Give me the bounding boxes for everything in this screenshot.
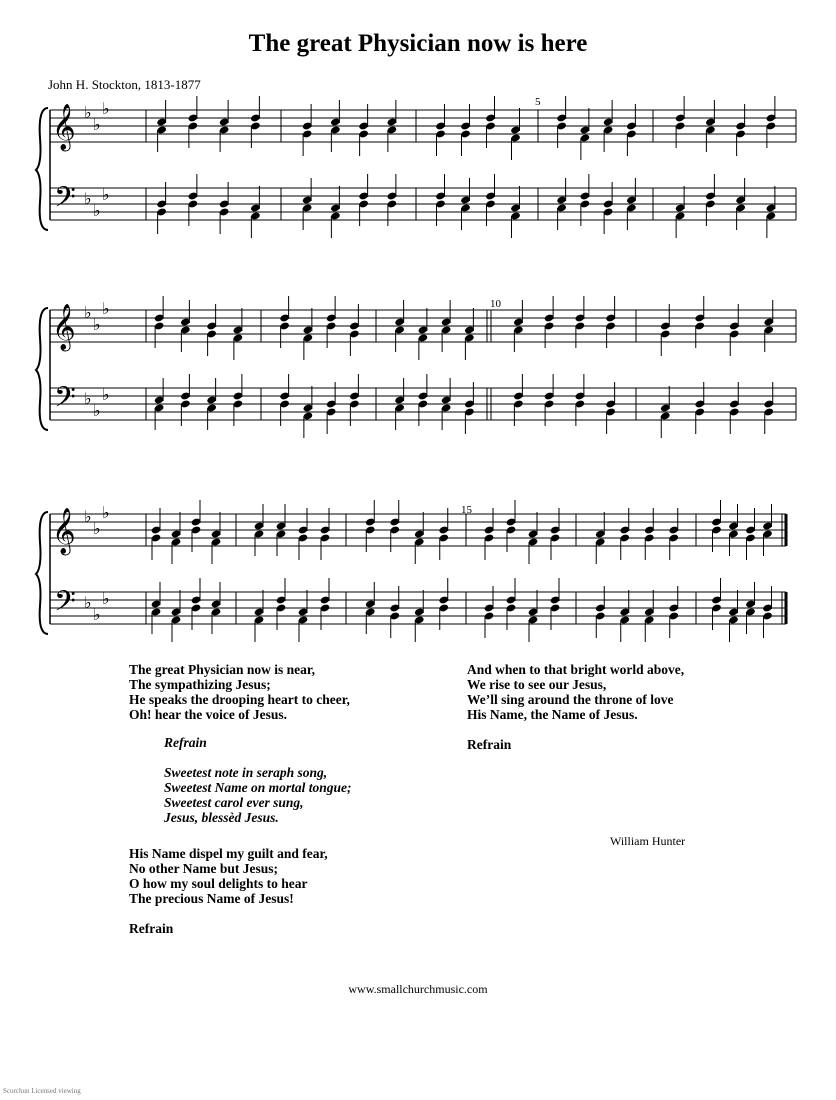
flat-sign: ♭ bbox=[84, 189, 92, 208]
flat-sign: ♭ bbox=[84, 507, 92, 526]
verse-line: His Name dispel my guilt and fear, bbox=[129, 846, 328, 861]
verse-line: We rise to see our Jesus, bbox=[467, 677, 607, 692]
flat-sign: ♭ bbox=[93, 115, 101, 134]
flat-sign: ♭ bbox=[84, 593, 92, 612]
flat-sign: ♭ bbox=[93, 315, 101, 334]
refrain-line: Sweetest note in seraph song, bbox=[164, 765, 328, 780]
refrain-block bbox=[164, 735, 352, 825]
refrain-line: Jesus, blessèd Jesus. bbox=[164, 810, 279, 825]
bass-clef-icon: 𝄢 bbox=[54, 381, 76, 421]
composer-credit: John H. Stockton, 1813-1877 bbox=[48, 77, 201, 92]
music-system-1 bbox=[36, 98, 796, 238]
music-system-3 bbox=[36, 502, 796, 642]
watermark: Scorchun Licensed viewing bbox=[3, 1087, 81, 1095]
flat-sign: ♭ bbox=[102, 99, 110, 118]
verse-line: We’ll sing around the throne of love bbox=[467, 692, 674, 707]
score-system-2-graphic bbox=[36, 298, 796, 438]
bass-clef-icon: 𝄢 bbox=[54, 585, 76, 625]
flat-sign: ♭ bbox=[84, 389, 92, 408]
refrain-line: Sweetest carol ever sung, bbox=[164, 795, 304, 810]
measure-number-10: 10 bbox=[490, 298, 501, 310]
verse-line: The great Physician now is near, bbox=[129, 662, 316, 677]
verse-line: No other Name but Jesus; bbox=[129, 861, 278, 876]
flat-sign: ♭ bbox=[84, 103, 92, 122]
flat-sign: ♭ bbox=[93, 201, 101, 220]
refrain-reference: Refrain bbox=[467, 737, 512, 752]
verse-1 bbox=[129, 662, 350, 722]
flat-sign: ♭ bbox=[102, 185, 110, 204]
footer-url: www.smallchurchmusic.com bbox=[348, 982, 488, 996]
page-title: The great Physician now is here bbox=[248, 30, 588, 57]
flat-sign: ♭ bbox=[102, 503, 110, 522]
flat-sign: ♭ bbox=[102, 589, 110, 608]
refrain-line: Sweetest Name on mortal tongue; bbox=[164, 780, 352, 795]
score-system-1-graphic bbox=[36, 98, 796, 238]
verse-line: O how my soul delights to hear bbox=[129, 876, 308, 891]
measure-number-15: 15 bbox=[461, 504, 472, 516]
treble-clef-icon: 𝄞 bbox=[52, 304, 76, 350]
refrain-reference: Refrain bbox=[129, 921, 174, 936]
verse-line: And when to that bright world above, bbox=[467, 662, 685, 677]
refrain-heading: Refrain bbox=[164, 735, 207, 750]
score-system-3-graphic bbox=[36, 502, 796, 642]
measure-number-5: 5 bbox=[535, 96, 541, 108]
music-system-2 bbox=[36, 298, 796, 438]
flat-sign: ♭ bbox=[102, 299, 110, 318]
verse-3 bbox=[467, 662, 684, 752]
flat-sign: ♭ bbox=[93, 605, 101, 624]
flat-sign: ♭ bbox=[93, 519, 101, 538]
lyricist-credit: William Hunter bbox=[610, 834, 686, 848]
verse-line: The sympathizing Jesus; bbox=[129, 677, 271, 692]
brace bbox=[36, 108, 48, 230]
verse-line: His Name, the Name of Jesus. bbox=[467, 707, 638, 722]
verse-line: Oh! hear the voice of Jesus. bbox=[129, 707, 287, 722]
treble-clef-icon: 𝄞 bbox=[52, 104, 76, 150]
verse-2 bbox=[129, 846, 328, 936]
flat-sign: ♭ bbox=[84, 303, 92, 322]
verse-line: The precious Name of Jesus! bbox=[129, 891, 294, 906]
bass-clef-icon: 𝄢 bbox=[54, 181, 76, 221]
flat-sign: ♭ bbox=[93, 401, 101, 420]
brace bbox=[36, 512, 48, 634]
flat-sign: ♭ bbox=[102, 385, 110, 404]
treble-clef-icon: 𝄞 bbox=[52, 508, 76, 554]
verse-line: He speaks the drooping heart to cheer, bbox=[129, 692, 350, 707]
brace bbox=[36, 308, 48, 430]
